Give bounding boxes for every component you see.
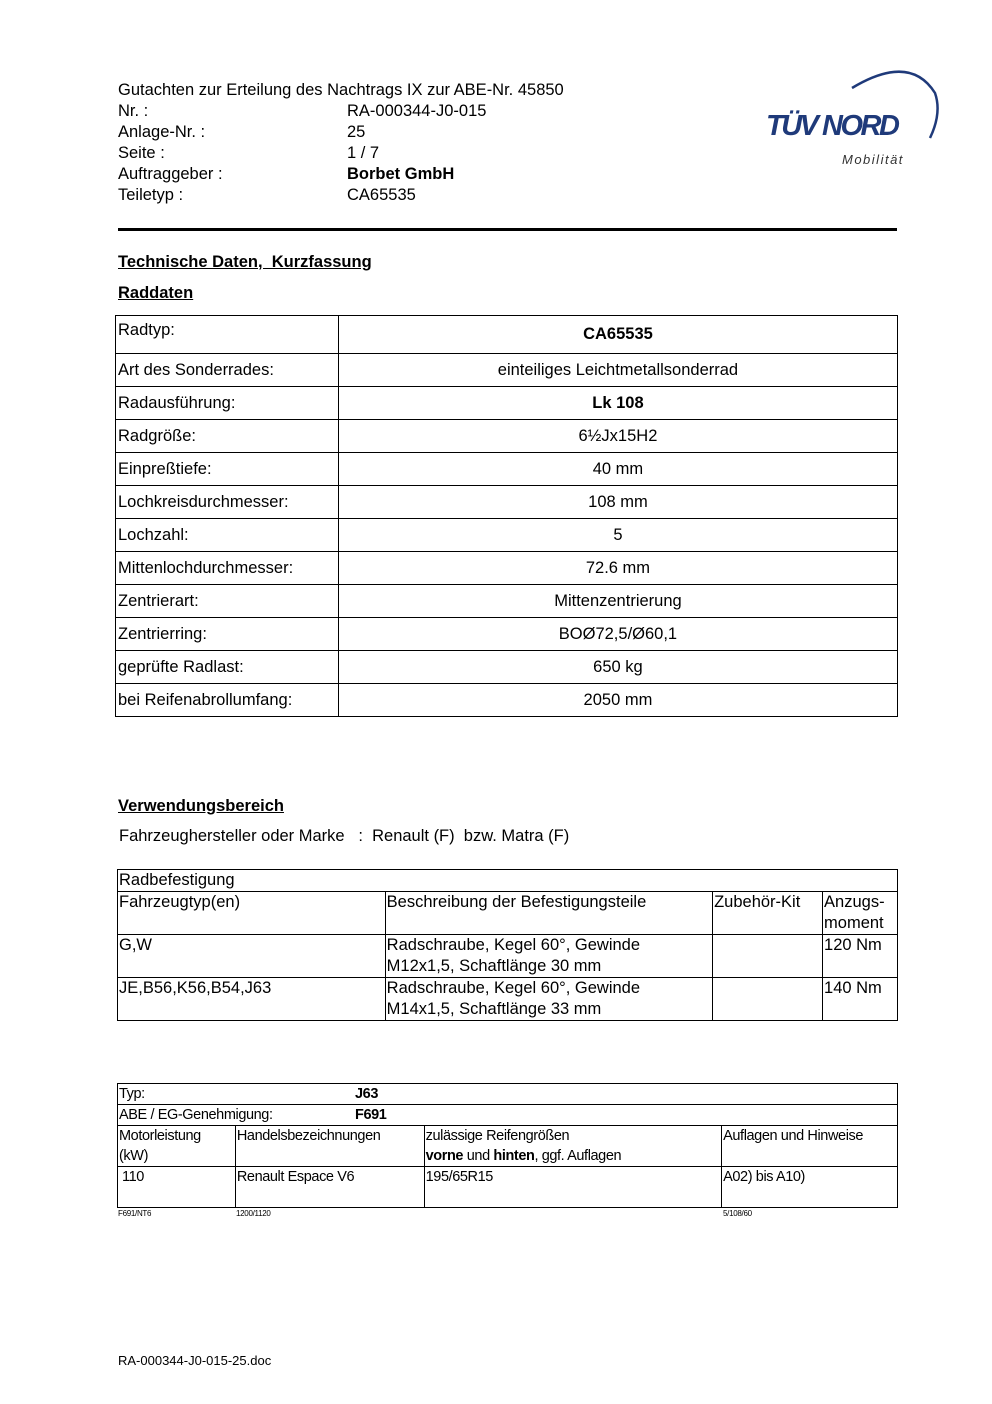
logo-subtext: Mobilität: [842, 152, 904, 167]
header-value: RA-000344-J0-015: [347, 102, 487, 120]
raddaten-label: Lochkreisdurchmesser:: [116, 486, 339, 519]
typ-row: [118, 1084, 898, 1105]
reifen-rest: , ggf. Auflagen: [534, 1148, 622, 1164]
befestigung-beschreibung: Radschraube, Kegel 60°, Gewinde M12x1,5, Schaftlänge 30 mm: [385, 935, 712, 978]
raddaten-value: 6½Jx15H2: [338, 420, 897, 453]
header-value: CA65535: [347, 186, 416, 204]
table-row: [116, 585, 898, 618]
raddaten-label: Mittenlochdurchmesser:: [116, 552, 339, 585]
table-row: [116, 387, 898, 420]
abe-value: F691: [355, 1107, 387, 1123]
header-divider: [118, 228, 897, 231]
table-row: [116, 651, 898, 684]
raddaten-label: Art des Sonderrades:: [116, 354, 339, 387]
tuev-nord-logo: [760, 58, 945, 173]
raddaten-label: Radtyp:: [116, 316, 339, 354]
raddaten-value: 108 mm: [338, 486, 897, 519]
befestigung-header-kit: Zubehör-Kit: [713, 892, 823, 935]
befestigung-header-beschreibung: Beschreibung der Befestigungsteile: [385, 892, 712, 935]
raddaten-label: geprüfte Radlast:: [116, 651, 339, 684]
raddaten-label: Zentrierart:: [116, 585, 339, 618]
header-label: Anlage-Nr. :: [118, 123, 206, 141]
table-row: [118, 978, 898, 1021]
befestigung-typ: G,W: [118, 935, 386, 978]
typ-header-motor-line2: (kW): [119, 1148, 148, 1164]
befestigung-typ: JE,B56,K56,B54,J63: [118, 978, 386, 1021]
befestigung-moment: 120 Nm: [823, 935, 898, 978]
table-row: [116, 486, 898, 519]
document-title: Gutachten zur Erteilung des Nachtrags IX zur ABE-Nr. 45850: [118, 81, 564, 99]
befestigung-moment: 140 Nm: [823, 978, 898, 1021]
footnote-1: F691/NT6: [118, 1209, 152, 1218]
table-row: [116, 684, 898, 717]
header-label: Auftraggeber :: [118, 165, 223, 183]
table-row: [116, 552, 898, 585]
typ-header-reifen-line2: [426, 1146, 721, 1166]
typ-header-motor: [118, 1126, 236, 1167]
raddaten-value: 5: [338, 519, 897, 552]
raddaten-value: BOØ72,5/Ø60,1: [338, 618, 897, 651]
raddaten-value: 72.6 mm: [338, 552, 897, 585]
header-label: Seite :: [118, 144, 165, 162]
header-label: Teiletyp :: [118, 186, 184, 204]
section-title-technische-daten: Technische Daten, Kurzfassung: [118, 253, 372, 271]
table-row: [116, 453, 898, 486]
reifen-und: und: [463, 1148, 494, 1164]
table-row: [116, 519, 898, 552]
footnote-2: 1200/1120: [236, 1209, 271, 1218]
typ-auflagen: A02) bis A10): [722, 1167, 898, 1208]
header-value: 25: [347, 123, 366, 141]
reifen-vorne: vorne: [425, 1148, 464, 1164]
befestigung-header-typ: Fahrzeugtyp(en): [118, 892, 386, 935]
typ-header-reifen-line1: zulässige Reifengrößen: [425, 1128, 570, 1144]
table-row: [116, 420, 898, 453]
raddaten-value: einteiliges Leichtmetallsonderrad: [338, 354, 897, 387]
typ-handel: Renault Espace V6: [235, 1167, 424, 1208]
table-row: [116, 316, 898, 354]
befestigung-header-moment: Anzugs-moment: [823, 892, 898, 935]
typ-reifen: 195/65R15: [424, 1167, 722, 1208]
raddaten-value: Mittenzentrierung: [338, 585, 897, 618]
section-title-verwendungsbereich: Verwendungsbereich: [118, 797, 284, 815]
hersteller-line: Fahrzeughersteller oder Marke : Renault (F) bzw. Matra (F): [119, 827, 570, 845]
typ-label: Typ:: [119, 1086, 145, 1102]
header-label: Nr. :: [118, 102, 149, 120]
raddaten-value: CA65535: [338, 316, 897, 354]
footer-filename: RA-000344-J0-015-25.doc: [118, 1353, 272, 1368]
header-value: 1 / 7: [347, 144, 380, 162]
abe-label: ABE / EG-Genehmigung:: [119, 1107, 273, 1123]
raddaten-value: 650 kg: [338, 651, 897, 684]
raddaten-label: Einpreßtiefe:: [116, 453, 339, 486]
header-value: Borbet GmbH: [347, 165, 455, 183]
befestigung-title: Radbefestigung: [118, 870, 898, 892]
befestigung-beschreibung: Radschraube, Kegel 60°, Gewinde M14x1,5, Schaftlänge 33 mm: [385, 978, 712, 1021]
befestigung-table: [117, 869, 898, 1021]
table-row: [116, 354, 898, 387]
raddaten-label: Radgröße:: [116, 420, 339, 453]
typ-motor: 110: [118, 1167, 236, 1208]
typ-header-auflagen: Auflagen und Hinweise: [722, 1126, 898, 1167]
typ-header-reifen: [424, 1126, 722, 1167]
table-row: [118, 935, 898, 978]
footnote-3: 5/108/60: [723, 1209, 752, 1218]
raddaten-value: Lk 108: [338, 387, 897, 420]
befestigung-kit: [713, 935, 823, 978]
raddaten-label: Lochzahl:: [116, 519, 339, 552]
table-row: [116, 618, 898, 651]
raddaten-label: Zentrierring:: [116, 618, 339, 651]
typ-header-motor-line1: Motorleistung: [119, 1128, 201, 1144]
typ-header-handel: Handelsbezeichnungen: [235, 1126, 424, 1167]
reifen-hinten: hinten: [493, 1148, 535, 1164]
typ-table: [117, 1083, 898, 1208]
raddaten-value: 40 mm: [338, 453, 897, 486]
raddaten-label: Radausführung:: [116, 387, 339, 420]
raddaten-value: 2050 mm: [338, 684, 897, 717]
befestigung-kit: [713, 978, 823, 1021]
abe-row: [118, 1105, 898, 1126]
typ-value: J63: [355, 1086, 378, 1102]
table-row: [118, 1167, 898, 1208]
section-title-raddaten: Raddaten: [118, 284, 194, 302]
raddaten-table: [115, 315, 898, 717]
raddaten-label: bei Reifenabrollumfang:: [116, 684, 339, 717]
logo-text: TÜV NORD: [766, 110, 898, 142]
